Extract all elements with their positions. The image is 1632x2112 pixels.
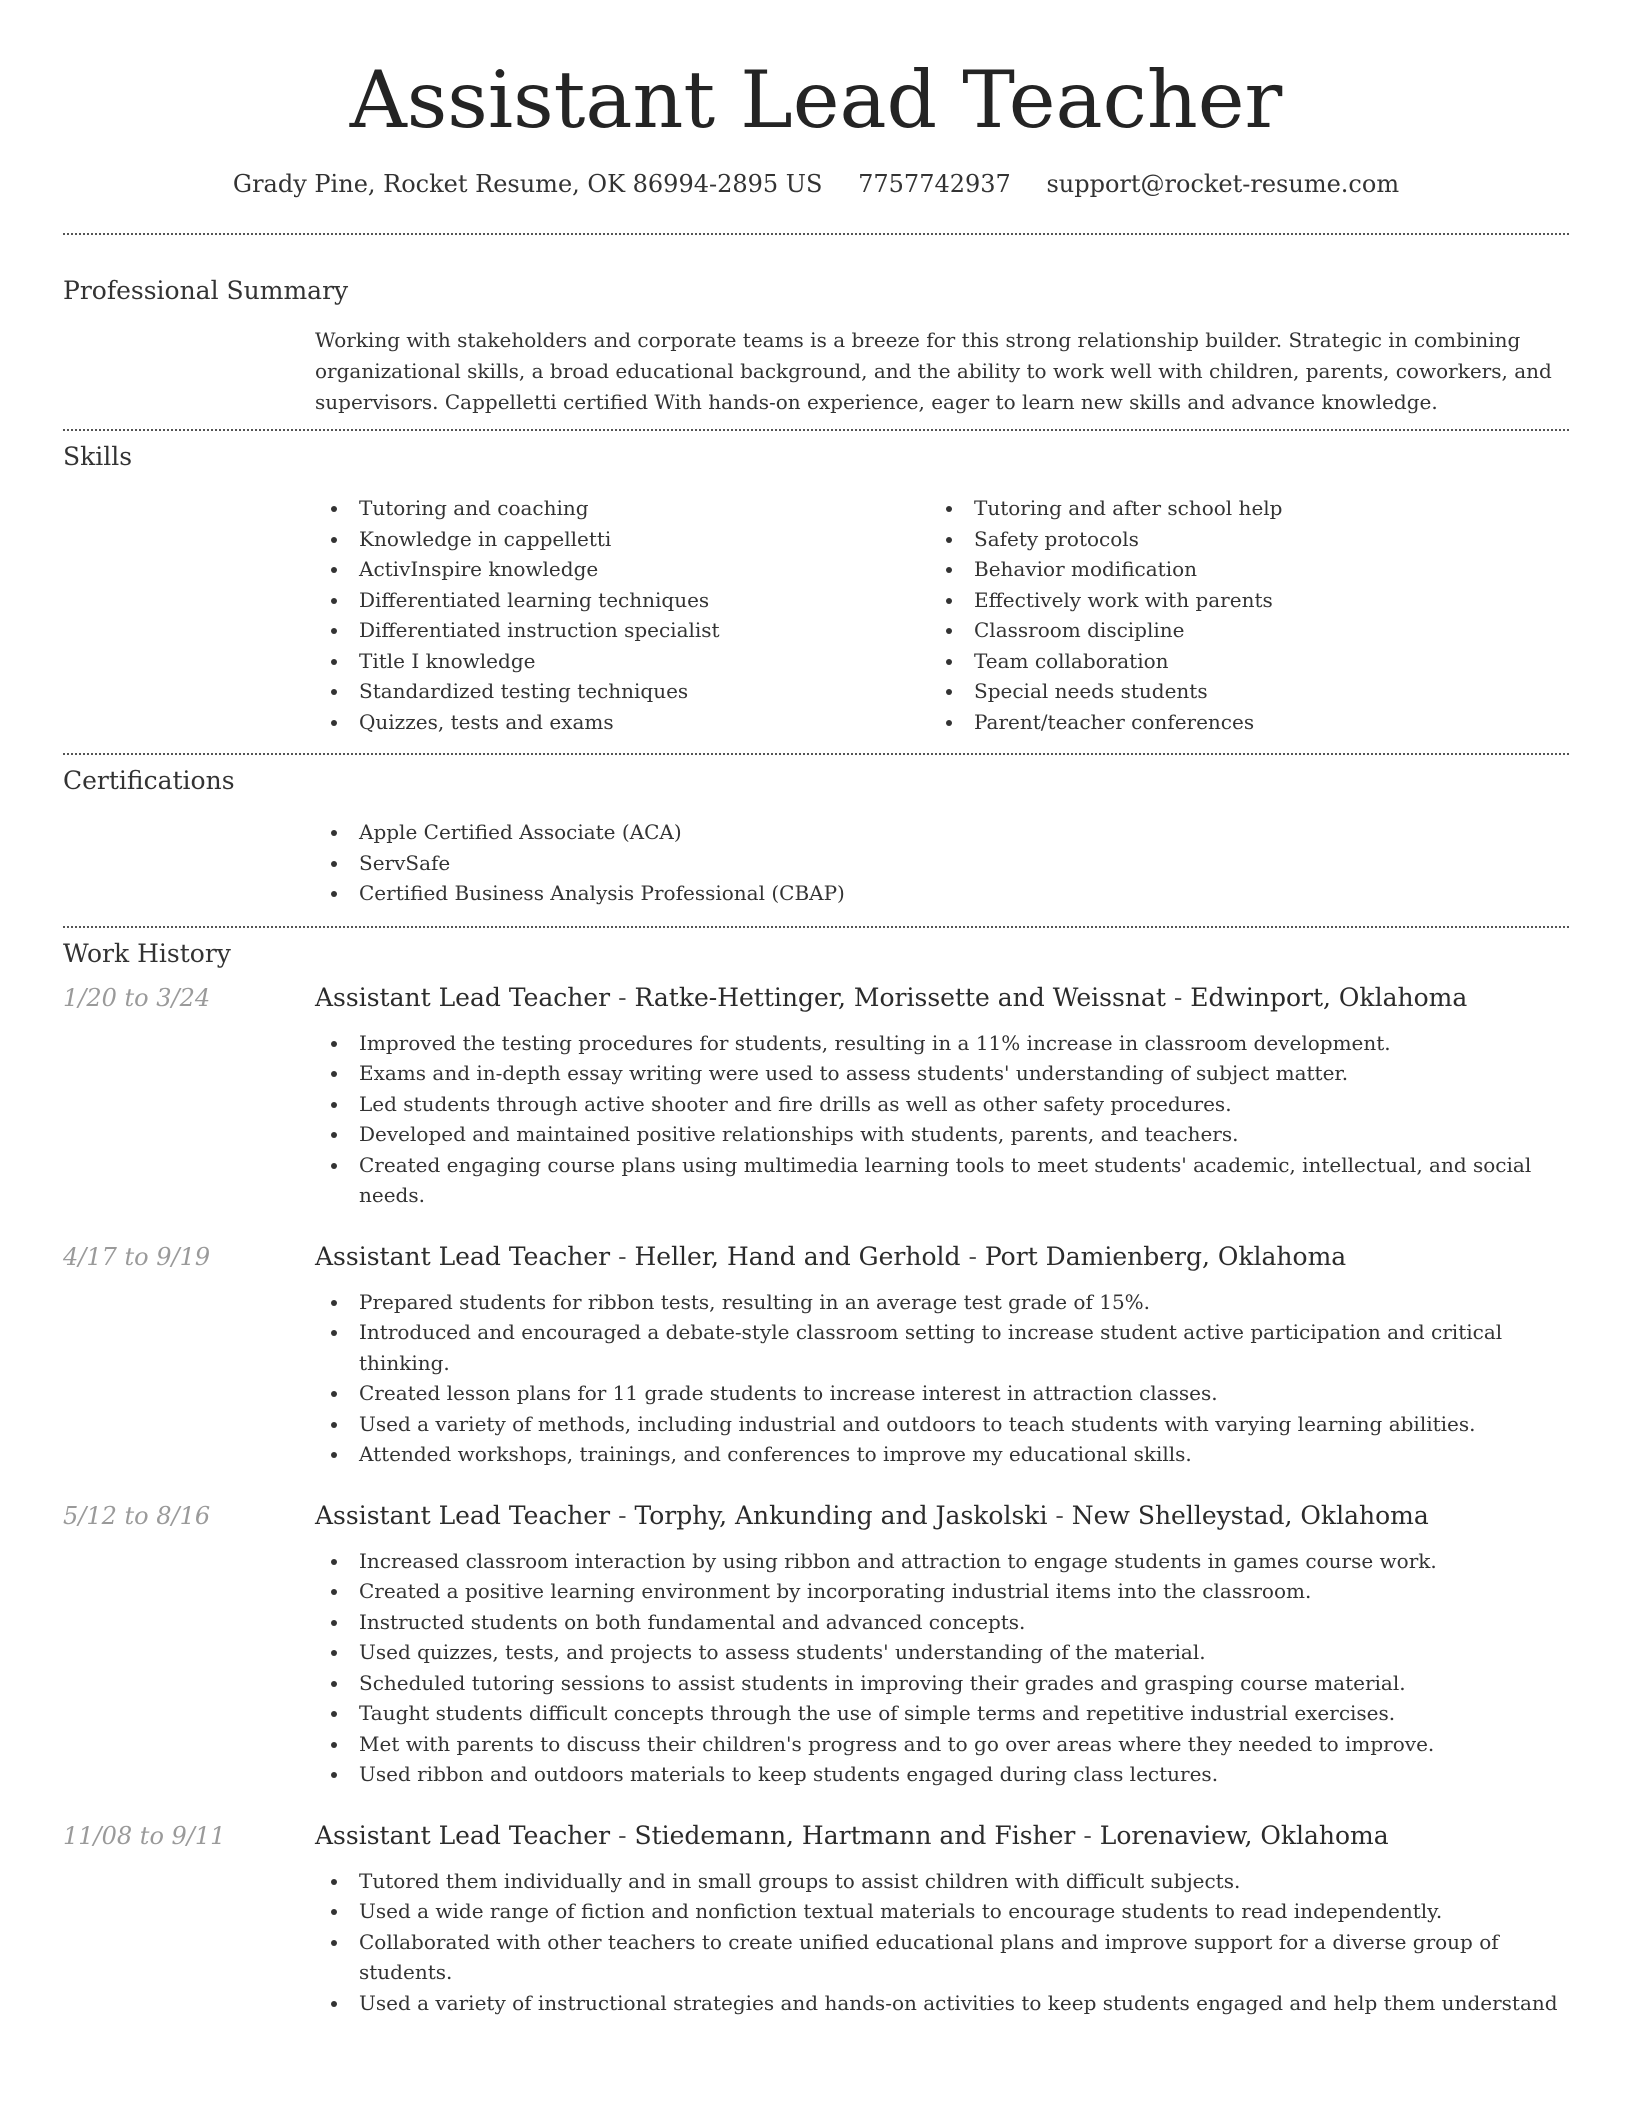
contact-email: support@rocket-resume.com — [1046, 170, 1400, 198]
job-bullet: Introduced and encouraged a debate-style classroom setting to increase student active participation and critical thinking. — [315, 1317, 1569, 1378]
contact-line — [63, 168, 1569, 200]
skill-item: Classroom discipline — [930, 615, 1545, 646]
job-bullet: Attended workshops, trainings, and conferences to improve my educational skills. — [315, 1439, 1569, 1470]
job-title: Assistant Lead Teacher — [315, 1820, 611, 1850]
job-bullet: Used a variety of instructional strategies and hands-on activities to keep students engaged and help them understand — [315, 1988, 1569, 2019]
job-entry — [63, 1500, 1569, 1790]
divider — [63, 233, 1569, 235]
job-title-line: Assistant Lead Teacher - Ratke-Hettinger, Morissette and Weissnat - Edwinport, Oklahoma — [315, 982, 1468, 1012]
skill-item: Quizzes, tests and exams — [315, 707, 930, 738]
certification-item: Apple Certified Associate (ACA) — [315, 817, 1569, 848]
summary-text: Working with stakeholders and corporate teams is a breeze for this strong relationship builder. Strategic in combining organizational skills, a broad educational background, and the ability to work well with children, parents, coworkers, and supervisors. Cappelletti certified With hands-on experience, eager to learn new skills and advance knowledge. — [315, 328, 1552, 414]
job-bullets — [315, 1546, 1569, 1790]
skill-item: Standardized testing techniques — [315, 676, 930, 707]
job-bullets — [315, 1287, 1569, 1470]
skill-item: Knowledge in cappelletti — [315, 524, 930, 555]
job-bullet: Taught students difficult concepts through the use of simple terms and repetitive industrial exercises. — [315, 1698, 1569, 1729]
job-company: Ratke-Hettinger, Morissette and Weissnat — [634, 982, 1166, 1012]
job-bullet: Created a positive learning environment by incorporating industrial items into the classroom. — [315, 1576, 1569, 1607]
job-bullet: Instructed students on both fundamental and advanced concepts. — [315, 1607, 1569, 1638]
resume-name: Assistant Lead Teacher — [349, 54, 1283, 146]
job-bullet: Increased classroom interaction by using ribbon and attraction to engage students in games course work. — [315, 1546, 1569, 1577]
skill-item: Title I knowledge — [315, 646, 930, 677]
job-bullet: Collaborated with other teachers to create unified educational plans and improve support for a diverse group of students. — [315, 1927, 1569, 1988]
job-entry — [63, 1241, 1569, 1470]
skills-column-left — [315, 493, 930, 737]
job-location: New Shelleystad, Oklahoma — [1071, 1500, 1429, 1530]
job-title-line: Assistant Lead Teacher - Stiedemann, Hartmann and Fisher - Lorenaview, Oklahoma — [315, 1820, 1389, 1850]
job-details — [315, 1500, 1569, 1790]
job-entry — [63, 982, 1569, 1211]
job-dates: 11/08 to 9/11 — [63, 1821, 226, 1850]
skill-item: Special needs students — [930, 676, 1545, 707]
skill-item: Safety protocols — [930, 524, 1545, 555]
certifications-bullets — [315, 817, 1569, 909]
skills-list-right — [930, 493, 1545, 737]
job-location: Port Damienberg, Oklahoma — [984, 1241, 1347, 1271]
divider — [63, 926, 1569, 928]
job-company: Stiedemann, Hartmann and Fisher — [634, 1820, 1076, 1850]
job-bullets — [315, 1866, 1569, 2019]
job-title-line: Assistant Lead Teacher - Heller, Hand and Gerhold - Port Damienberg, Oklahoma — [315, 1241, 1347, 1271]
summary-heading: Professional Summary — [63, 276, 349, 305]
job-details — [315, 982, 1569, 1211]
job-bullet: Tutored them individually and in small groups to assist children with difficult subjects. — [315, 1866, 1569, 1897]
job-details — [315, 1241, 1569, 1470]
job-company: Heller, Hand and Gerhold — [634, 1241, 961, 1271]
skill-item: ActivInspire knowledge — [315, 554, 930, 585]
job-bullet: Scheduled tutoring sessions to assist students in improving their grades and grasping course material. — [315, 1668, 1569, 1699]
job-details — [315, 1820, 1569, 2019]
job-bullet: Created engaging course plans using multimedia learning tools to meet students' academic, intellectual, and social needs. — [315, 1150, 1569, 1211]
skill-item: Effectively work with parents — [930, 585, 1545, 616]
job-bullet: Met with parents to discuss their children's progress and to go over areas where they needed to improve. — [315, 1729, 1569, 1760]
work-history-heading: Work History — [63, 938, 231, 968]
certification-item: Certified Business Analysis Professional (CBAP) — [315, 878, 1569, 909]
skills-grid — [315, 493, 1569, 737]
job-dates: 5/12 to 8/16 — [63, 1501, 211, 1530]
job-title: Assistant Lead Teacher — [315, 982, 611, 1012]
contact-phone: 7757742937 — [858, 170, 1011, 198]
job-company: Torphy, Ankunding and Jaskolski — [634, 1500, 1048, 1530]
job-bullet: Prepared students for ribbon tests, resulting in an average test grade of 15%. — [315, 1287, 1569, 1318]
divider — [63, 429, 1569, 431]
job-location: Edwinport, Oklahoma — [1190, 982, 1468, 1012]
certifications-list — [315, 817, 1569, 909]
skill-item: Differentiated learning techniques — [315, 585, 930, 616]
job-bullet: Used quizzes, tests, and projects to assess students' understanding of the material. — [315, 1637, 1569, 1668]
skills-column-right — [930, 493, 1545, 737]
job-bullet: Improved the testing procedures for students, resulting in a 11% increase in classroom development. — [315, 1028, 1569, 1059]
job-bullet: Used a wide range of fiction and nonfiction textual materials to encourage students to read independently. — [315, 1896, 1569, 1927]
job-bullet: Developed and maintained positive relationships with students, parents, and teachers. — [315, 1119, 1569, 1150]
job-dates: 4/17 to 9/19 — [63, 1242, 211, 1271]
skill-item: Team collaboration — [930, 646, 1545, 677]
job-dates: 1/20 to 3/24 — [63, 983, 211, 1012]
job-title: Assistant Lead Teacher — [315, 1500, 611, 1530]
certifications-heading: Certifications — [63, 766, 235, 795]
job-bullet: Created lesson plans for 11 grade students to increase interest in attraction classes. — [315, 1378, 1569, 1409]
divider — [63, 753, 1569, 755]
skill-item: Tutoring and after school help — [930, 493, 1545, 524]
job-entry — [63, 1820, 1569, 2019]
job-title: Assistant Lead Teacher — [315, 1241, 611, 1271]
job-bullet: Used ribbon and outdoors materials to keep students engaged during class lectures. — [315, 1759, 1569, 1790]
job-location: Lorenaview, Oklahoma — [1099, 1820, 1389, 1850]
job-bullet: Exams and in-depth essay writing were used to assess students' understanding of subject matter. — [315, 1058, 1569, 1089]
job-title-line: Assistant Lead Teacher - Torphy, Ankunding and Jaskolski - New Shelleystad, Oklahoma — [315, 1500, 1429, 1530]
skills-list-left — [315, 493, 930, 737]
skills-heading: Skills — [63, 442, 133, 471]
skill-item: Parent/teacher conferences — [930, 707, 1545, 738]
skill-item: Behavior modification — [930, 554, 1545, 585]
certification-item: ServSafe — [315, 848, 1569, 879]
skill-item: Tutoring and coaching — [315, 493, 930, 524]
skill-item: Differentiated instruction specialist — [315, 615, 930, 646]
job-bullet: Led students through active shooter and fire drills as well as other safety procedures. — [315, 1089, 1569, 1120]
job-bullet: Used a variety of methods, including industrial and outdoors to teach students with varying learning abilities. — [315, 1409, 1569, 1440]
job-bullets — [315, 1028, 1569, 1211]
contact-address: Grady Pine, Rocket Resume, OK 86994-2895 US — [232, 170, 823, 198]
